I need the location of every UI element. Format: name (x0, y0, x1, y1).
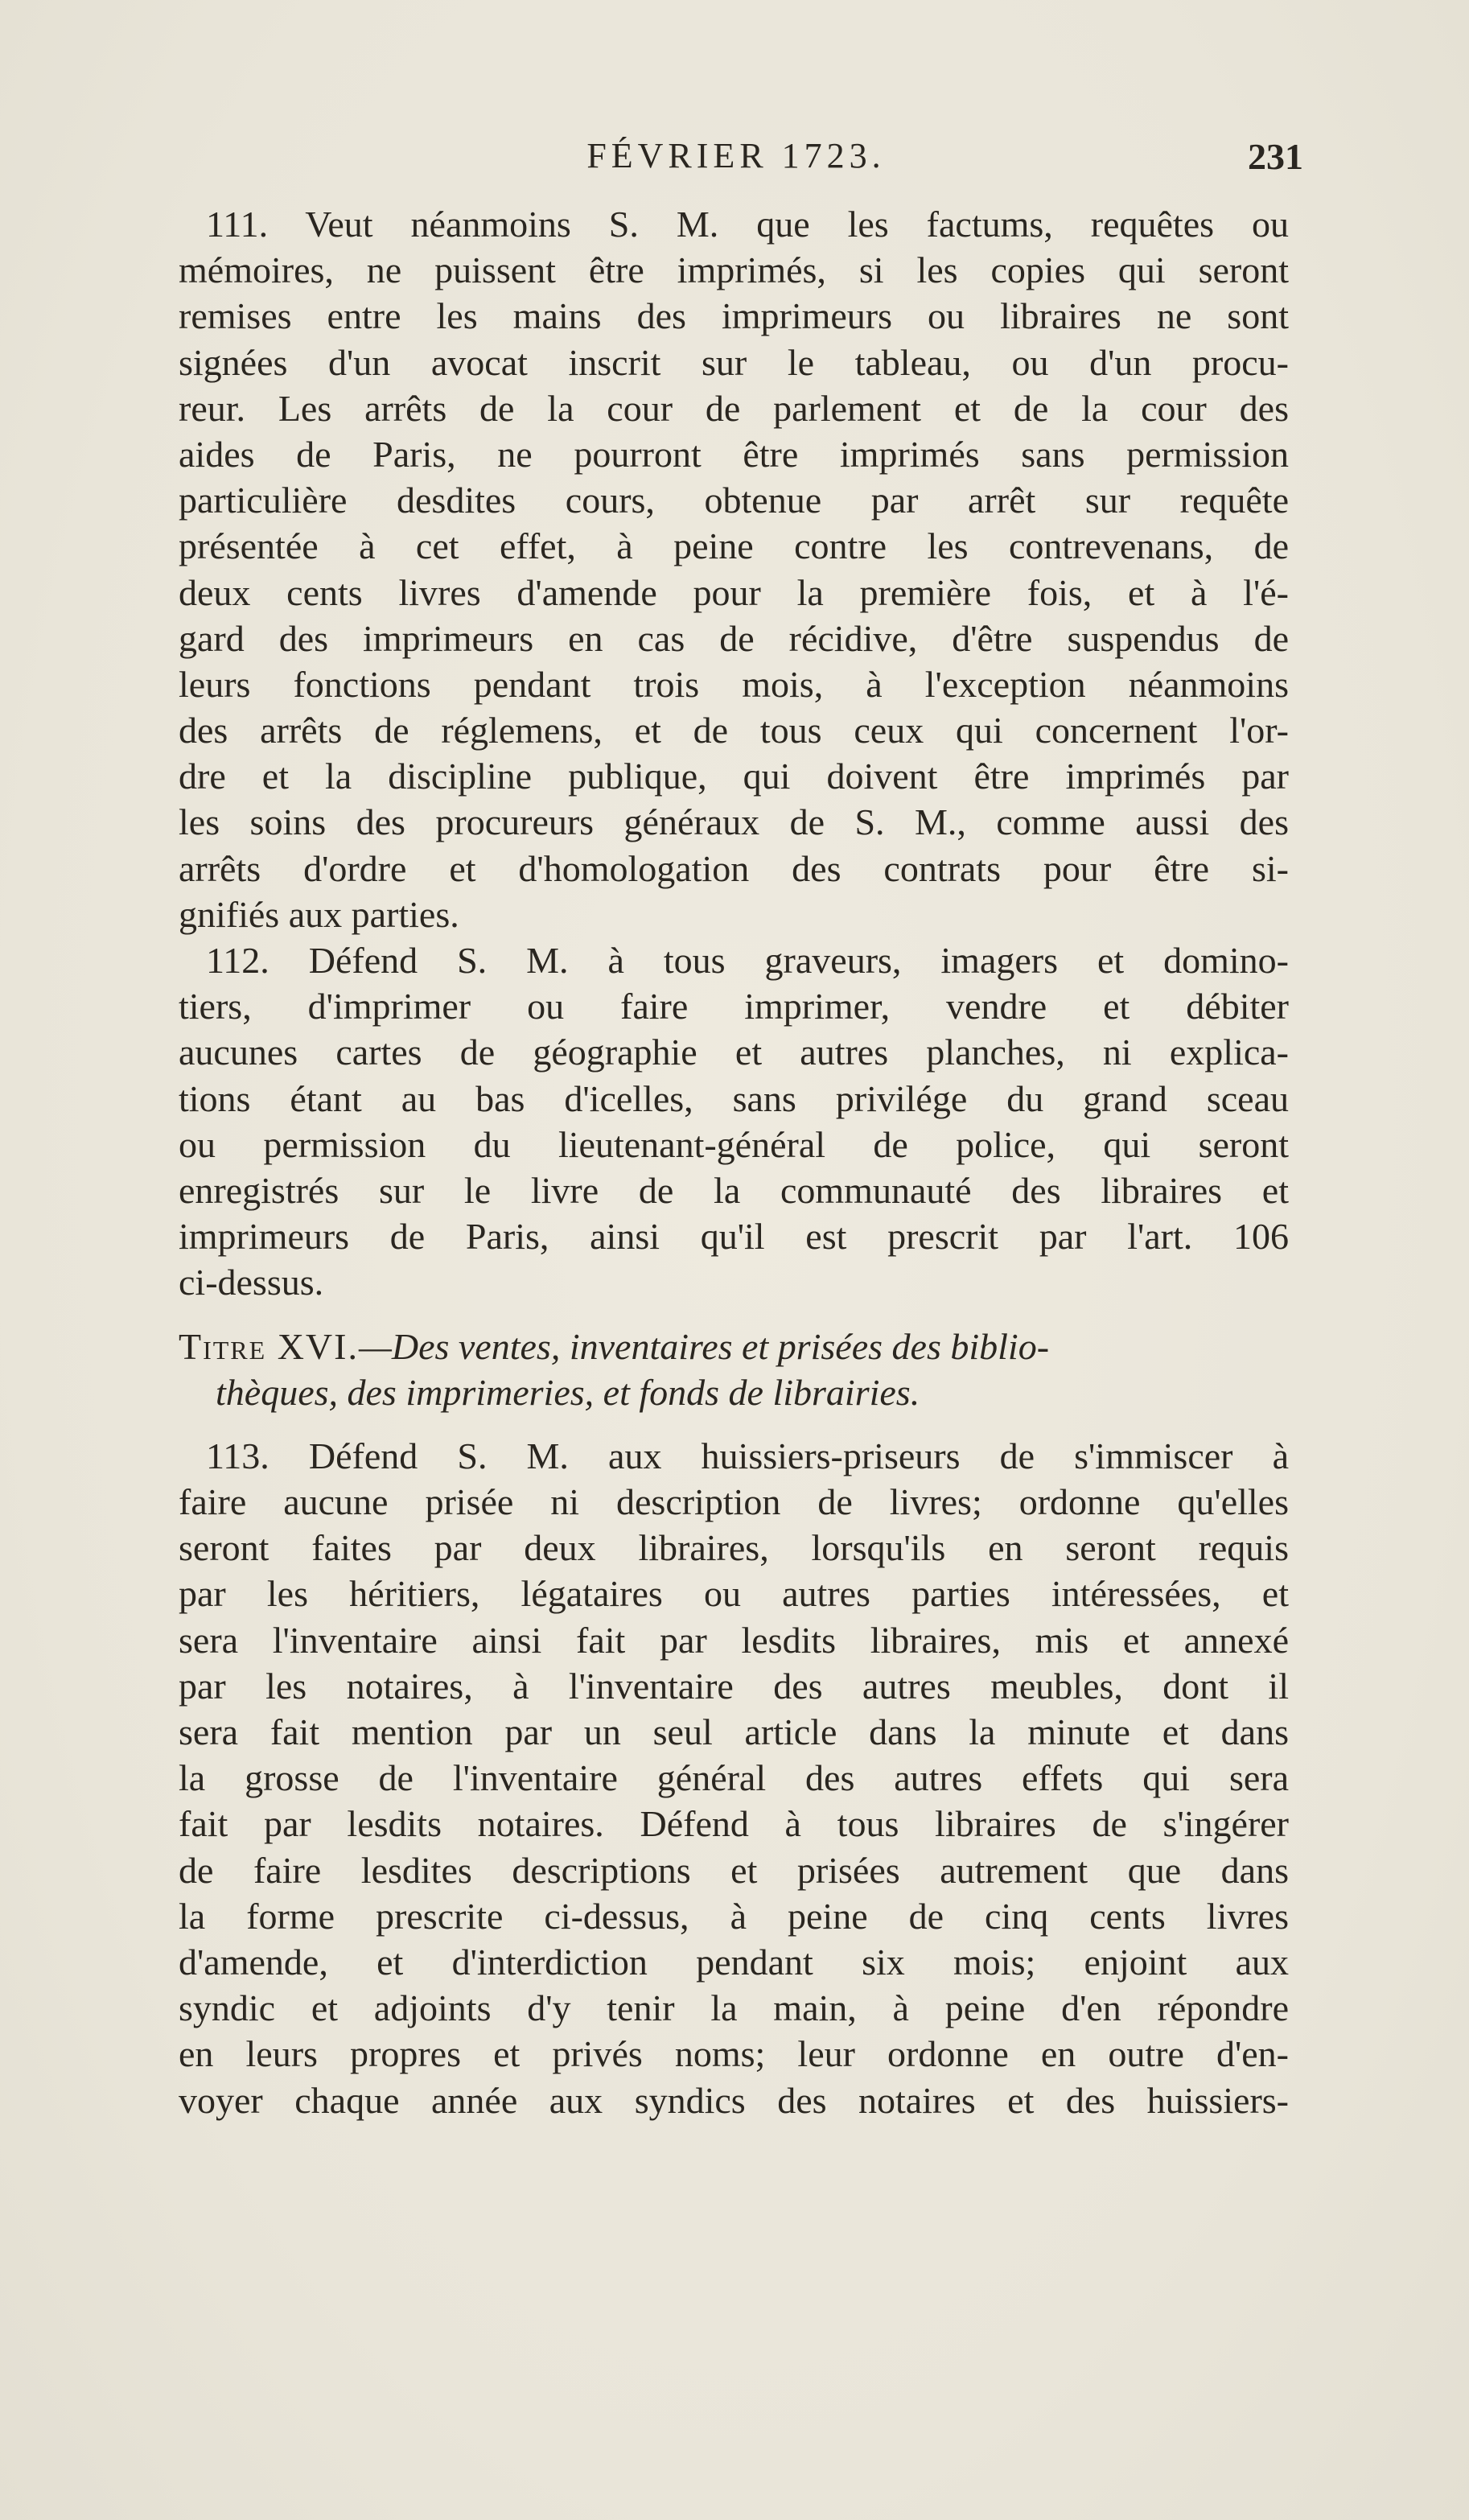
article-112 (179, 937, 1289, 1306)
text-line: aides de Paris, ne pourront être imprimés sans permission (179, 433, 1289, 475)
text-line: reur. Les arrêts de la cour de parlement et de la cour des (179, 387, 1289, 429)
text-line: deux cents livres d'amende pour la première fois, et à l'é- (179, 571, 1289, 613)
text-line: des arrêts de réglemens, et de tous ceux qui concernent l'or- (179, 710, 1289, 751)
text-line: enregistrés sur le livre de la communauté des libraires et (179, 1169, 1289, 1211)
text-line: la forme prescrite ci-dessus, à peine de cinq cents livres (179, 1895, 1289, 1937)
text-line: ou permission du lieutenant-général de police, qui seront (179, 1123, 1289, 1165)
section-gap (179, 1415, 1289, 1433)
text-line: par les notaires, à l'inventaire des autres meubles, dont il (179, 1665, 1289, 1707)
text-line: particulière desdites cours, obtenue par arrêt sur requête (179, 480, 1289, 521)
section-gap (179, 1306, 1289, 1324)
text-line: dre et la discipline publique, qui doivent être imprimés par (179, 756, 1289, 797)
text-line: en leurs propres et privés noms; leur ordonne en outre d'en- (179, 2033, 1289, 2075)
text-line: fait par lesdits notaires. Défend à tous libraires de s'ingérer (179, 1803, 1289, 1845)
text-line: sera l'inventaire ainsi fait par lesdits libraires, mis et annexé (179, 1619, 1289, 1661)
text-line: gnifiés aux parties. (179, 893, 459, 935)
text-line: présentée à cet effet, à peine contre les contrevenans, de (179, 525, 1289, 567)
text-line: arrêts d'ordre et d'homologation des contrats pour être si- (179, 847, 1289, 889)
text-line: la grosse de l'inventaire général des autres effets qui sera (179, 1757, 1289, 1799)
section-title-line (179, 1324, 1289, 1369)
text-line: gard des imprimeurs en cas de récidive, d'être suspendus de (179, 617, 1289, 659)
page-header (169, 135, 1303, 183)
page-number: 231 (1248, 136, 1303, 177)
text-line: sera fait mention par un seul article dans la minute et dans (179, 1711, 1289, 1752)
text-line: de faire lesdites descriptions et prisées autrement que dans (179, 1849, 1289, 1891)
text-line: les soins des procureurs généraux de S. M., comme aussi des (179, 801, 1289, 843)
text-line: seront faites par deux libraires, lorsqu'ils en seront requis (179, 1527, 1289, 1569)
running-head: FÉVRIER 1723. (586, 136, 886, 175)
text-line: leurs fonctions pendant trois mois, à l'exception néanmoins (179, 663, 1289, 705)
text-line: ci-dessus. (179, 1262, 324, 1303)
section-title-heading: —Des ventes, inventaires et prisées des biblio- (358, 1325, 1050, 1367)
text-line: tiers, d'imprimer ou faire imprimer, vendre et débiter (179, 986, 1289, 1027)
text-line: syndic et adjoints d'y tenir la main, à peine d'en répondre (179, 1987, 1289, 2029)
text-line: par les héritiers, légataires ou autres parties intéressées, et (179, 1573, 1289, 1615)
section-title-xvi (179, 1324, 1289, 1415)
text-line: voyer chaque année aux syndics des notaires et des huissiers- (179, 2079, 1289, 2121)
section-title-heading-continued: thèques, des imprimeries, et fonds de librairies. (216, 1371, 920, 1413)
article-111 (179, 201, 1289, 937)
text-line: 112. Défend S. M. à tous graveurs, imagers et domino- (206, 940, 1289, 981)
text-line: imprimeurs de Paris, ainsi qu'il est prescrit par l'art. 106 (179, 1216, 1289, 1258)
article-113 (179, 1433, 1289, 2123)
text-line: 113. Défend S. M. aux huissiers-priseurs de s'immiscer à (206, 1435, 1289, 1476)
text-line: signées d'un avocat inscrit sur le tableau, ou d'un procu- (179, 341, 1289, 383)
text-line: tions étant au bas d'icelles, sans privilége du grand sceau (179, 1077, 1289, 1119)
text-line: aucunes cartes de géographie et autres planches, ni explica- (179, 1031, 1289, 1073)
text-line: remises entre les mains des imprimeurs ou libraires ne sont (179, 295, 1289, 337)
text-line: mémoires, ne puissent être imprimés, si les copies qui seront (179, 249, 1289, 291)
text-line: faire aucune prisée ni description de livres; ordonne qu'elles (179, 1481, 1289, 1523)
text-line: 111. Veut néanmoins S. M. que les factums, requêtes ou (206, 204, 1289, 245)
body-text (179, 201, 1289, 2123)
section-title-label: Titre XVI. (179, 1325, 359, 1367)
text-line: d'amende, et d'interdiction pendant six mois; enjoint aux (179, 1941, 1289, 1983)
